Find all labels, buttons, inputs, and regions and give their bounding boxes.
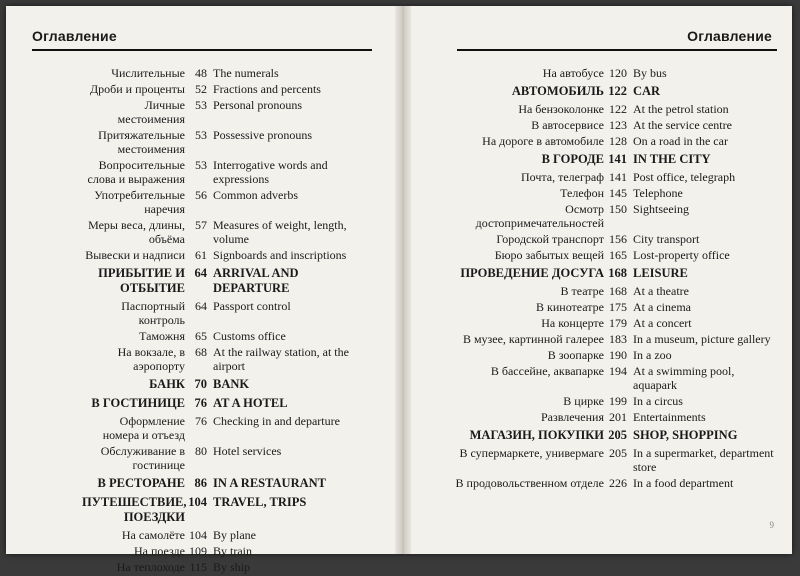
toc-section-row	[82, 377, 378, 392]
en-title: IN THE CITY	[633, 152, 711, 166]
ru-title: Городской транспорт	[496, 232, 604, 246]
en-title: In a supermarket, department store	[633, 446, 774, 474]
en-title: Fractions and percents	[213, 82, 321, 96]
toc-section-row	[451, 428, 781, 443]
page-number: 194	[609, 364, 627, 378]
toc-entry-row	[82, 345, 378, 373]
en-title: By bus	[633, 66, 667, 80]
ru-title: ПРИБЫТИЕ И ОТБЫТИЕ	[98, 266, 185, 295]
toc-entry-row	[82, 82, 378, 96]
en-title: In a circus	[633, 394, 683, 408]
page-number: 175	[609, 300, 627, 314]
toc-entry-row	[82, 158, 378, 186]
toc-entry-row	[82, 414, 378, 442]
page-number: 122	[609, 102, 627, 116]
page-number: 201	[609, 410, 627, 424]
ru-title: Таможня	[139, 329, 185, 343]
toc-entry-row	[82, 218, 378, 246]
ru-title: В зоопарке	[547, 348, 604, 362]
ru-title: Бюро забытых вещей	[494, 248, 604, 262]
en-title: At the service centre	[633, 118, 732, 132]
page-number: 104	[189, 528, 207, 542]
page-number: 80	[195, 444, 207, 458]
en-title: At the railway station, at the airport	[213, 345, 349, 373]
en-title: At a cinema	[633, 300, 691, 314]
toc-entry-row	[82, 299, 378, 327]
page-mark: 9	[769, 520, 774, 530]
toc-entry-row	[451, 66, 781, 80]
table-of-contents	[82, 66, 378, 576]
ru-title: В ГОРОДЕ	[541, 152, 604, 166]
page-number: 122	[608, 84, 627, 98]
page-number: 123	[609, 118, 627, 132]
en-title: Hotel services	[213, 444, 282, 458]
en-title: In a museum, picture gallery	[633, 332, 771, 346]
page-title: Оглавление	[687, 28, 772, 44]
ru-title: Дроби и проценты	[89, 82, 185, 96]
toc-entry-row	[451, 300, 781, 314]
toc-entry-row	[82, 560, 378, 574]
ru-title: На дороге в автомобиле	[482, 134, 604, 148]
en-title: LEISURE	[633, 266, 688, 280]
page-number: 76	[194, 396, 207, 410]
en-title: By ship	[213, 560, 251, 574]
en-title: BANK	[213, 377, 250, 391]
title-rule	[457, 49, 777, 51]
en-title: Lost-property office	[633, 248, 730, 262]
ru-title: В супермаркете, универмаге	[459, 446, 604, 460]
toc-entry-row	[451, 232, 781, 246]
toc-entry-row	[451, 102, 781, 116]
page-number: 64	[195, 299, 207, 313]
page-number: 53	[195, 158, 207, 172]
en-title: In a food department	[633, 476, 734, 490]
en-title: In a zoo	[633, 348, 672, 362]
toc-entry-row	[451, 284, 781, 298]
ru-title: В бассейне, аквапарке	[490, 364, 604, 378]
ru-title: На теплоходе	[116, 560, 185, 574]
page-number: 145	[609, 186, 627, 200]
ru-title: Обслуживание в гостинице	[100, 444, 185, 472]
en-title: Customs office	[213, 329, 286, 343]
ru-title: МАГАЗИН, ПОКУПКИ	[469, 428, 604, 442]
page-number: 115	[189, 560, 207, 574]
page-number: 57	[195, 218, 207, 232]
ru-title: АВТОМОБИЛЬ	[511, 84, 604, 98]
page-number: 168	[609, 284, 627, 298]
page-number: 86	[194, 476, 207, 490]
toc-entry-row	[82, 528, 378, 542]
en-title: IN A RESTAURANT	[213, 476, 326, 490]
ru-title: Паспортный контроль	[121, 299, 185, 327]
en-title: Common adverbs	[213, 188, 298, 202]
page-number: 109	[189, 544, 207, 558]
page-number: 141	[609, 170, 627, 184]
page-number: 65	[195, 329, 207, 343]
page-number: 104	[188, 495, 207, 509]
en-title: Interrogative words and expressions	[213, 158, 328, 186]
en-title: By train	[213, 544, 252, 558]
en-title: By plane	[213, 528, 256, 542]
page-number: 199	[609, 394, 627, 408]
page-number: 48	[195, 66, 207, 80]
table-of-contents	[451, 66, 781, 492]
en-title: At the petrol station	[633, 102, 729, 116]
ru-title: Почта, телеграф	[520, 170, 604, 184]
book-gutter	[395, 6, 411, 554]
toc-entry-row	[451, 332, 781, 346]
title-rule	[32, 49, 372, 51]
ru-title: В театре	[560, 284, 604, 298]
ru-title: В цирке	[563, 394, 604, 408]
ru-title: В РЕСТОРАНЕ	[97, 476, 185, 490]
en-title: Sightseeing	[633, 202, 689, 216]
page-number: 53	[195, 128, 207, 142]
page-number: 141	[608, 152, 627, 166]
ru-title: В музее, картинной галерее	[462, 332, 604, 346]
ru-title: На автобусе	[542, 66, 604, 80]
page-number: 168	[608, 266, 627, 280]
toc-entry-row	[82, 98, 378, 126]
page-number: 128	[609, 134, 627, 148]
toc-section-row	[82, 396, 378, 411]
ru-title: В автосервисе	[531, 118, 604, 132]
toc-entry-row	[451, 410, 781, 424]
ru-title: В ГОСТИНИЦЕ	[91, 396, 185, 410]
toc-entry-row	[451, 394, 781, 408]
ru-title: Вывески и надписи	[85, 248, 185, 262]
ru-title: В продовольственном отделе	[455, 476, 604, 490]
toc-section-row	[451, 84, 781, 99]
en-title: CAR	[633, 84, 661, 98]
page-number: 205	[608, 428, 627, 442]
en-title: Signboards and inscriptions	[213, 248, 347, 262]
en-title: On a road in the car	[633, 134, 728, 148]
en-title: Telephone	[633, 186, 683, 200]
page-number: 53	[195, 98, 207, 112]
en-title: Checking in and departure	[213, 414, 340, 428]
page-number: 76	[195, 414, 207, 428]
ru-title: Осмотр достопримечательностей	[475, 202, 604, 230]
ru-title: Меры веса, длины, объёма	[88, 218, 185, 246]
ru-title: Личные местоимения	[117, 98, 185, 126]
toc-entry-row	[82, 188, 378, 216]
en-title: SHOP, SHOPPING	[633, 428, 738, 442]
toc-entry-row	[451, 118, 781, 132]
toc-entry-row	[82, 248, 378, 262]
page-number: 205	[609, 446, 627, 460]
toc-entry-row	[82, 128, 378, 156]
book-spread	[6, 6, 792, 574]
toc-section-row	[82, 495, 378, 525]
toc-entry-row	[451, 248, 781, 262]
en-title: Passport control	[213, 299, 291, 313]
page-number: 120	[609, 66, 627, 80]
ru-title: На самолёте	[121, 528, 185, 542]
ru-title: Оформление номера и отъезд	[102, 414, 185, 442]
page-number: 52	[195, 82, 207, 96]
ru-title: Развлечения	[541, 410, 604, 424]
en-title: Post office, telegraph	[633, 170, 736, 184]
en-title: ARRIVAL AND DEPARTURE	[213, 266, 299, 295]
en-title: Possessive pronouns	[213, 128, 313, 142]
ru-title: ПУТЕШЕСТВИЕ, ПОЕЗДКИ	[82, 495, 187, 524]
toc-entry-row	[451, 134, 781, 148]
en-title: At a theatre	[633, 284, 689, 298]
en-title: Entertainments	[633, 410, 706, 424]
ru-title: На вокзале, в аэропорту	[117, 345, 185, 373]
ru-title: На поезде	[134, 544, 185, 558]
toc-section-row	[82, 476, 378, 491]
page-number: 70	[194, 377, 207, 391]
en-title: TRAVEL, TRIPS	[213, 495, 307, 509]
right-page	[411, 6, 792, 554]
toc-section-row	[451, 152, 781, 167]
toc-entry-row	[451, 316, 781, 330]
ru-title: Притяжательные местоимения	[98, 128, 185, 156]
en-title: At a concert	[633, 316, 692, 330]
en-title: Personal pronouns	[213, 98, 302, 112]
toc-entry-row	[451, 446, 781, 474]
toc-entry-row	[451, 186, 781, 200]
ru-title: БАНК	[149, 377, 185, 391]
toc-entry-row	[451, 476, 781, 490]
ru-title: На бензоколонке	[518, 102, 604, 116]
page-number: 61	[195, 248, 207, 262]
en-title: City transport	[633, 232, 700, 246]
toc-entry-row	[82, 544, 378, 558]
toc-entry-row	[451, 170, 781, 184]
page-number: 226	[609, 476, 627, 490]
left-page	[6, 6, 395, 574]
toc-section-row	[82, 266, 378, 296]
toc-entry-row	[451, 202, 781, 230]
page-number: 165	[609, 248, 627, 262]
ru-title: На концерте	[541, 316, 604, 330]
page-number: 64	[194, 266, 207, 280]
ru-title: Телефон	[560, 186, 604, 200]
ru-title: В кинотеатре	[536, 300, 604, 314]
toc-entry-row	[82, 329, 378, 343]
en-title: Measures of weight, length, volume	[213, 218, 347, 246]
page-number: 179	[609, 316, 627, 330]
toc-entry-row	[451, 364, 781, 392]
page-number: 156	[609, 232, 627, 246]
toc-section-row	[451, 266, 781, 281]
toc-entry-row	[82, 444, 378, 472]
page-number: 190	[609, 348, 627, 362]
en-title: The numerals	[213, 66, 279, 80]
page-title: Оглавление	[32, 28, 117, 44]
ru-title: ПРОВЕДЕНИЕ ДОСУГА	[460, 266, 604, 280]
en-title: AT A HOTEL	[213, 396, 288, 410]
ru-title: Употребительные наречия	[94, 188, 185, 216]
toc-entry-row	[82, 66, 378, 80]
page-number: 150	[609, 202, 627, 216]
ru-title: Числительные	[111, 66, 185, 80]
page-number: 183	[609, 332, 627, 346]
toc-entry-row	[451, 348, 781, 362]
page-number: 68	[195, 345, 207, 359]
ru-title: Вопросительные слова и выражения	[87, 158, 185, 186]
en-title: At a swimming pool, aquapark	[633, 364, 735, 392]
page-number: 56	[195, 188, 207, 202]
